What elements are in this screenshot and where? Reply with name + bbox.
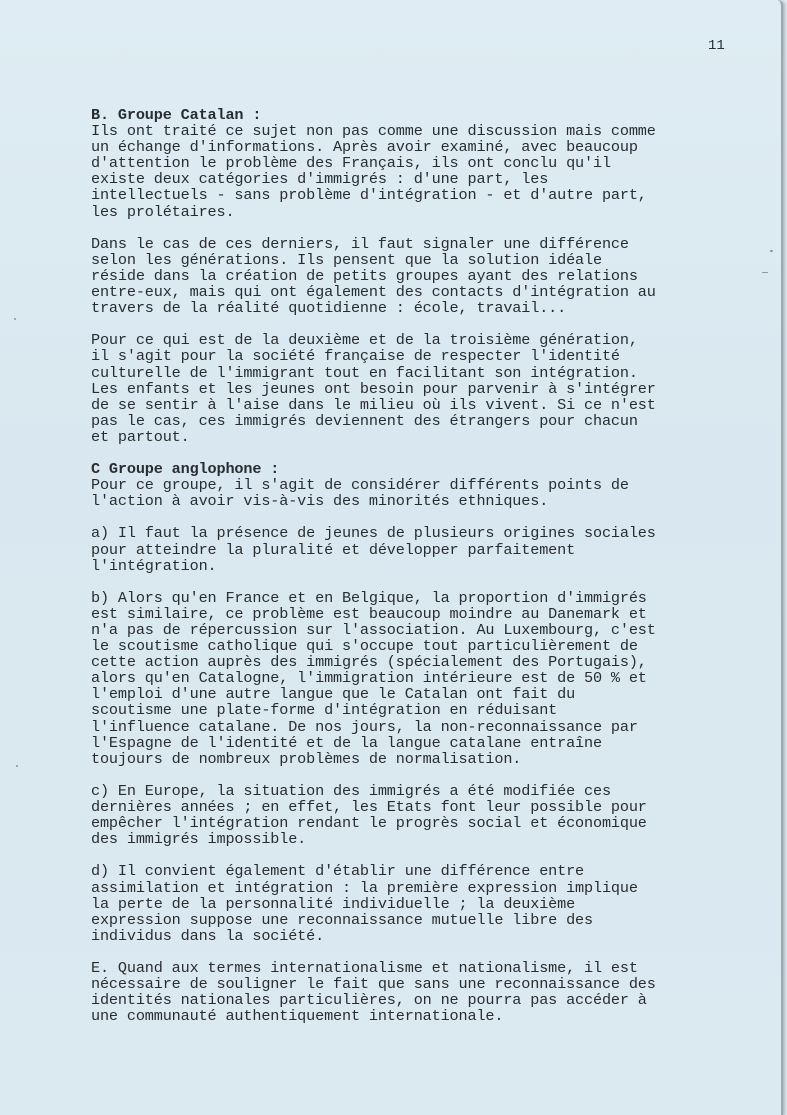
text-line: de se sentir à l'aise dans le milieu où ils vivent. Si ce n'est: [91, 395, 656, 414]
page-number: 11: [708, 38, 725, 54]
section-e: [91, 960, 731, 1024]
text-line: l'Espagne de l'identité et de la langue catalane entraîne: [91, 733, 602, 752]
text-line: il s'agit pour la société française de respecter l'identité: [91, 347, 620, 366]
text-line: le scoutisme catholique qui s'occupe tout particulièrement de: [91, 637, 638, 656]
paragraph: [91, 477, 731, 509]
text-line: a) Il faut la présence de jeunes de plusieurs origines sociales: [91, 524, 656, 543]
text-line: assimilation et intégration : la première expression implique: [91, 878, 638, 897]
text-line: scoutisme une plate-forme d'intégration en réduisant: [91, 701, 558, 720]
text-line: expression suppose une reconnaissance mutuelle libre des: [91, 910, 593, 929]
text-line: l'intégration.: [91, 556, 217, 575]
text-line: la perte de la personnalité individuelle ; la deuxième: [91, 894, 576, 913]
text-line: empêcher l'intégration rendant le progrès social et économique: [91, 814, 647, 833]
text-line: est similaire, ce problème est beaucoup moindre au Danemark et: [91, 604, 647, 623]
text-line: l'emploi d'une autre langue que le Catalan ont fait du: [91, 685, 576, 704]
text-line: existe deux catégories d'immigrés : d'une part, les: [91, 170, 549, 189]
paragraph: [91, 236, 731, 316]
text-line: alors qu'en Catalogne, l'immigration intérieure est de 50 % et: [91, 669, 647, 688]
text-line: individus dans la société.: [91, 926, 325, 945]
text-line: une communauté authentiquement internationale.: [91, 1007, 504, 1026]
text-line: n'a pas de répercussion sur l'association. Au Luxembourg, c'est: [91, 621, 656, 639]
text-line: culturelle de l'immigrant tout en facilitant son intégration.: [91, 363, 638, 382]
text-line: l'action à avoir vis-à-vis des minorités ethniques.: [91, 492, 549, 511]
text-line: des immigrés impossible.: [91, 830, 307, 849]
text-line: réside dans la création de petits groupes ayant des relations: [91, 266, 638, 285]
text-line: Ils ont traité ce sujet non pas comme une discussion mais comme: [91, 122, 656, 141]
text-line: Dans le cas de ces derniers, il faut signaler une différence: [91, 234, 629, 253]
text-line: entre-eux, mais qui ont également des contacts d'intégration au: [91, 283, 656, 302]
text-line: cette action auprès des immigrés (spécialement des Portugais),: [91, 653, 647, 672]
text-line: identités nationales particulières, on ne pourra pas accéder à: [91, 991, 647, 1010]
list-item-a: [91, 525, 731, 573]
text-line: intellectuels - sans problème d'intégration - et d'autre part,: [91, 186, 647, 205]
list-item-b: [91, 590, 731, 767]
paragraph: [91, 332, 731, 445]
text-line: d) Il convient également d'établir une différence entre: [91, 862, 585, 881]
section-anglophone: [91, 461, 731, 509]
section-heading-catalan: B. Groupe Catalan :: [91, 106, 262, 124]
scan-speck: [14, 318, 16, 320]
text-line: les prolétaires.: [91, 202, 235, 221]
text-line: Pour ce qui est de la deuxième et de la troisième génération,: [91, 331, 638, 350]
text-line: b) Alors qu'en France et en Belgique, la proportion d'immigrés: [91, 588, 647, 607]
paragraph: [91, 123, 731, 220]
text-line: selon les générations. Ils pensent que la solution idéale: [91, 250, 602, 269]
text-line: Pour ce groupe, il s'agit de considérer différents points de: [91, 476, 629, 495]
text-line: E. Quand aux termes internationalisme et nationalisme, il est: [91, 958, 638, 977]
text-line: d'attention le problème des Français, ils ont conclu qu'il: [91, 154, 611, 173]
text-line: un échange d'informations. Après avoir examiné, avec beaucoup: [91, 138, 638, 157]
text-line: et partout.: [91, 427, 190, 446]
text-line: c) En Europe, la situation des immigrés a été modifiée ces: [91, 781, 611, 800]
section-catalan: [91, 107, 731, 220]
text-line: Les enfants et les jeunes ont besoin pour parvenir à s'intégrer: [91, 379, 656, 398]
document-body: [91, 107, 731, 1040]
scan-speck: [762, 272, 768, 273]
scan-speck: [770, 250, 773, 252]
text-line: pour atteindre la pluralité et développer parfaitement: [91, 540, 576, 559]
list-item-d: [91, 863, 731, 943]
text-line: l'influence catalane. De nos jours, la non-reconnaissance par: [91, 717, 638, 736]
text-line: pas le cas, ces immigrés deviennent des étrangers pour chacun: [91, 411, 638, 430]
list-item-c: [91, 783, 731, 847]
text-line: travers de la réalité quotidienne : école, travail...: [91, 299, 567, 318]
text-line: toujours de nombreux problèmes de normalisation.: [91, 749, 522, 768]
section-heading-anglophone: C Groupe anglophone :: [91, 460, 280, 479]
scan-speck: [16, 765, 18, 767]
text-line: nécessaire de souligner le fait que sans une reconnaissance des: [91, 975, 656, 994]
text-line: dernières années ; en effet, les Etats font leur possible pour: [91, 798, 647, 817]
